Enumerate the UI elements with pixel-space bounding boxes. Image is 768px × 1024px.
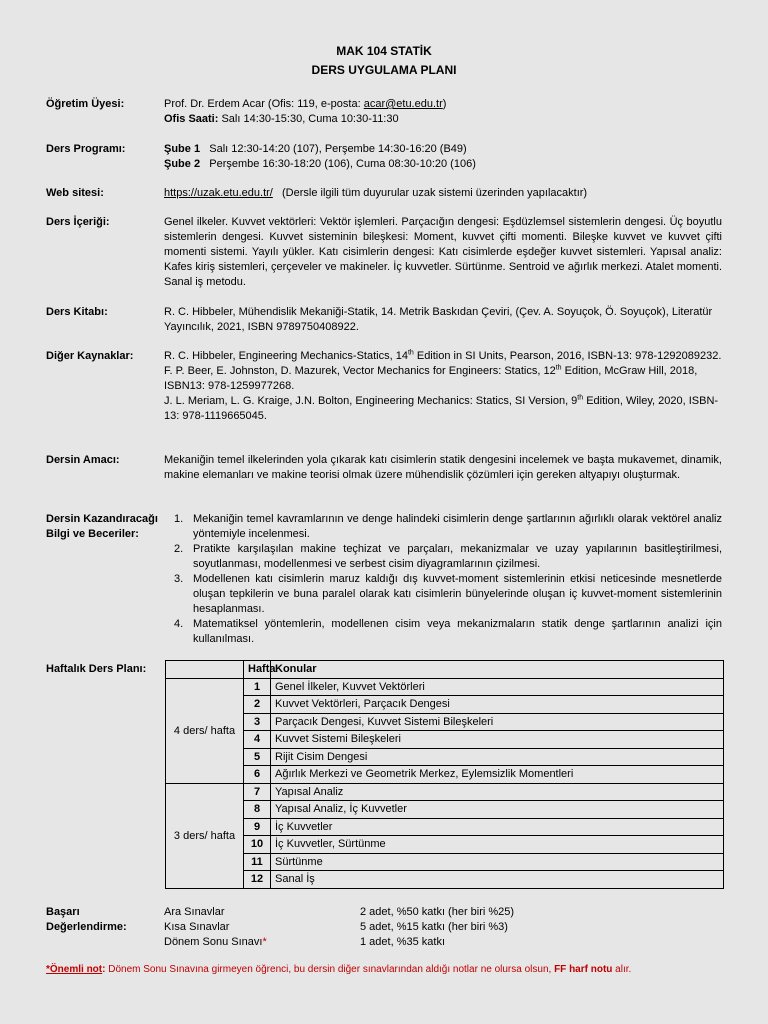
table-row — [166, 678, 724, 696]
other-sources-list — [164, 349, 722, 424]
instructor-name-suffix: ) — [442, 98, 447, 110]
table-row — [166, 696, 724, 714]
schedule-label: Ders Programı: — [46, 143, 126, 155]
grading-name-text: Kısa Sınavlar — [164, 921, 230, 933]
grading-label-line: Değerlendirme: — [46, 921, 127, 933]
table-header-week: Hafta — [244, 661, 271, 679]
source-text: J. L. Meriam, L. G. Kraige, J.N. Bolton, Engineering Mechanics: Statics, SI Version, 9 — [164, 395, 578, 407]
week-topic: Yapısal Analiz — [271, 783, 724, 801]
office-hours-label: Ofis Saati: — [164, 113, 219, 125]
textbook-label: Ders Kitabı: — [46, 306, 108, 318]
table-row — [166, 853, 724, 871]
outcome-text: Matematiksel yöntemlerin, modellenen cisim veya mekanizmaların statik denge şartlarının analizi için kullanılması. — [193, 618, 722, 645]
outcomes-list — [164, 512, 722, 647]
week-topic: Kuvvet Vektörleri, Parçacık Dengesi — [271, 696, 724, 714]
grading-details — [360, 905, 660, 950]
website-value — [164, 186, 722, 201]
schedule-value — [164, 142, 722, 172]
week-number: 1 — [244, 678, 271, 696]
website-link[interactable]: https://uzak.etu.edu.tr/ — [164, 187, 273, 199]
table-header-topics: Konular — [271, 661, 724, 679]
instructor-value — [164, 97, 722, 127]
outcomes-label — [46, 512, 166, 542]
table-row — [166, 836, 724, 854]
aim-text: Mekaniğin temel ilkelerinden yola çıkarak katı cisimlerin statik dengesini incelemek ve başta mukavemet, dinamik, makine elemanları ve makine teorisi olmak üzere mühendislik çözümleri için gereken altyapıyı oluşturmak. — [164, 454, 722, 481]
outcome-number: 2. — [174, 543, 184, 555]
load-cell: 3 ders/ hafta — [166, 783, 244, 888]
grading-item-name — [164, 905, 354, 920]
important-note-prefix: *Önemli not — [46, 964, 103, 975]
week-topic: Kuvvet Sistemi Bileşkeleri — [271, 731, 724, 749]
table-row — [166, 713, 724, 731]
grading-name-text: Ara Sınavlar — [164, 906, 225, 918]
important-note-colon: : — [102, 964, 106, 975]
aim-label: Dersin Amacı: — [46, 454, 120, 466]
source-text: R. C. Hibbeler, Engineering Mechanics-Statics, 14 — [164, 350, 408, 362]
content-text: Genel ilkeler. Kuvvet vektörleri: Vektör işlemleri. Parçacığın dengesi: Eşdüzlemsel sistemlerin dengesi. Üç boyutlu sistemlerin dengesi. Kuvvet sisteminin bileşkesi: Moment, kuvvet çifti momenti. Bileşke kuvvet ve kuvvet çifti momenti sistemi. Yayılı yükler. Katı cisimlerin dengesi: Katı cisimlerde eşdeğer kuvvet sistemleri. Yapısal analiz: Kafes kiriş sistemleri, çerçeveler ve makineler. İç kuvvetler. Sürtünme. Sentroid ve ağırlık merkezi. Atalet momenti. Sanal iş metodu. — [164, 216, 722, 288]
outcome-text: Modellenen katı cisimlerin maruz kaldığı dış kuvvet-moment sistemlerinin etkisi neticesinde mesnetlerde oluşan tepkilerin ve buna paralel olarak katı cisimlerin bünyelerinde oluşan iç kuvvet-moment sistemlerinin hesaplanması. — [193, 573, 722, 615]
course-title: MAK 104 STATİK — [336, 44, 432, 58]
week-number: 12 — [244, 871, 271, 889]
weekly-plan-label: Haftalık Ders Planı: — [46, 663, 147, 675]
source-sup: th — [555, 364, 562, 372]
source-text: Edition, McGraw Hill, 2018, ISBN13: 978-1259977268. — [164, 365, 698, 392]
source-text: Edition, Wiley, 2020, ISBN-13: 978-1119665045. — [164, 395, 719, 422]
week-topic: Parçacık Dengesi, Kuvvet Sistemi Bileşkeleri — [271, 713, 724, 731]
important-note-emphasis: FF harf notu — [554, 964, 613, 975]
section-1-times: Salı 12:30-14:20 (107), Perşembe 14:30-16:20 (B49) — [209, 143, 467, 155]
grading-label — [46, 905, 158, 935]
week-number: 4 — [244, 731, 271, 749]
week-number: 3 — [244, 713, 271, 731]
outcome-text: Pratikte karşılaşılan makine teçhizat ve parçaları, mekanizmalar ve uzay yapılarının basitleştirilmesi, soyutlanması, modellenmesi ve serbest cisim diyagramlarının çizilmesi. — [193, 543, 722, 570]
grading-item-detail: 2 adet, %50 katkı (her biri %25) — [360, 906, 515, 918]
grading-item-detail: 1 adet, %35 katkı — [360, 936, 445, 948]
source-text: F. P. Beer, E. Johnston, D. Mazurek, Vector Mechanics for Engineers: Statics, 12 — [164, 365, 556, 377]
week-number: 11 — [244, 853, 271, 871]
office-hours-line — [164, 112, 722, 127]
week-topic: Sanal İş — [271, 871, 724, 889]
textbook-text: R. C. Hibbeler, Mühendislik Mekaniği-Statik, 14. Metrik Baskıdan Çeviri, (Çev. A. Soyuçok, Ö. Soyuçok), Literatür Yayıncılık, 2021, ISBN 9789750408922. — [164, 306, 713, 333]
week-topic: Sürtünme — [271, 853, 724, 871]
outcome-number: 4. — [174, 618, 184, 630]
week-number: 7 — [244, 783, 271, 801]
grading-items — [164, 905, 354, 950]
instructor-label: Öğretim Üyesi: — [46, 98, 125, 110]
table-row — [166, 748, 724, 766]
table-row — [166, 801, 724, 819]
table-row — [166, 818, 724, 836]
week-number: 6 — [244, 766, 271, 784]
section-2-name: Şube 2 — [164, 158, 201, 170]
section-2-times: Perşembe 16:30-18:20 (106), Cuma 08:30-10:20 (106) — [209, 158, 476, 170]
outcome-number: 3. — [174, 573, 184, 585]
source-sup: th — [407, 349, 414, 357]
outcomes-label-line: Dersin Kazandıracağı — [46, 513, 158, 525]
week-number: 8 — [244, 801, 271, 819]
important-note-text: Dönem Sonu Sınavına girmeyen öğrenci, bu dersin diğer sınavlarından aldığı notlar ne olursa olsun, — [105, 964, 555, 975]
source-item — [164, 394, 722, 424]
week-topic: İç Kuvvetler — [271, 818, 724, 836]
source-text: Edition in SI Units, Pearson, 2016, ISBN-13: 978-1292089232. — [413, 350, 722, 362]
weekly-plan-table — [165, 660, 724, 889]
week-topic: Yapısal Analiz, İç Kuvvetler — [271, 801, 724, 819]
source-sup: th — [577, 394, 584, 402]
table-row — [166, 871, 724, 889]
section-1-name: Şube 1 — [164, 143, 201, 155]
outcome-item — [164, 542, 722, 572]
load-cell: 4 ders/ hafta — [166, 678, 244, 783]
website-note: (Dersle ilgili tüm duyurular uzak sistemi üzerinden yapılacaktır) — [282, 187, 588, 199]
instructor-name-line — [164, 97, 722, 112]
table-row — [166, 783, 724, 801]
source-item — [164, 364, 722, 394]
table-header-row — [166, 661, 724, 679]
outcomes-label-line: Bilgi ve Beceriler: — [46, 528, 139, 540]
week-topic: Ağırlık Merkezi ve Geometrik Merkez, Eylemsizlik Momentleri — [271, 766, 724, 784]
table-header-empty — [166, 661, 244, 679]
other-sources-label: Diğer Kaynaklar: — [46, 350, 134, 362]
week-number: 10 — [244, 836, 271, 854]
grading-item-name — [164, 920, 354, 935]
important-note-suffix: alır. — [612, 964, 632, 975]
week-number: 5 — [244, 748, 271, 766]
grading-label-line: Başarı — [46, 906, 80, 918]
table-row — [166, 766, 724, 784]
outcome-item — [164, 572, 722, 617]
grading-item-name — [164, 935, 354, 950]
document-subtitle: DERS UYGULAMA PLANI — [311, 63, 457, 77]
instructor-name: Prof. Dr. Erdem Acar (Ofis: 119, e-posta: — [164, 98, 364, 110]
outcome-text: Mekaniğin temel kavramlarının ve denge halindeki cisimlerin denge şartlarının ağırlıklı olarak vektörel analiz yöntemiyle incelenmesi. — [193, 513, 722, 540]
week-topic: Rijit Cisim Dengesi — [271, 748, 724, 766]
week-number: 2 — [244, 696, 271, 714]
grading-star: * — [262, 936, 267, 948]
grading-item-detail: 5 adet, %15 katkı (her biri %3) — [360, 921, 508, 933]
section-2 — [164, 157, 722, 172]
outcome-item — [164, 617, 722, 647]
content-label: Ders İçeriği: — [46, 216, 110, 228]
website-label: Web sitesi: — [46, 187, 104, 199]
grading-name-text: Dönem Sonu Sınavı — [164, 936, 263, 948]
outcome-number: 1. — [174, 513, 184, 525]
section-1 — [164, 142, 722, 157]
office-hours-value: Salı 14:30-15:30, Cuma 10:30-11:30 — [218, 113, 399, 125]
source-item — [164, 349, 722, 364]
outcome-item — [164, 512, 722, 542]
week-topic: Genel İlkeler, Kuvvet Vektörleri — [271, 678, 724, 696]
table-row — [166, 731, 724, 749]
important-note — [46, 962, 631, 977]
instructor-email-link[interactable]: acar@etu.edu.tr — [363, 98, 443, 110]
week-topic: İç Kuvvetler, Sürtünme — [271, 836, 724, 854]
week-number: 9 — [244, 818, 271, 836]
